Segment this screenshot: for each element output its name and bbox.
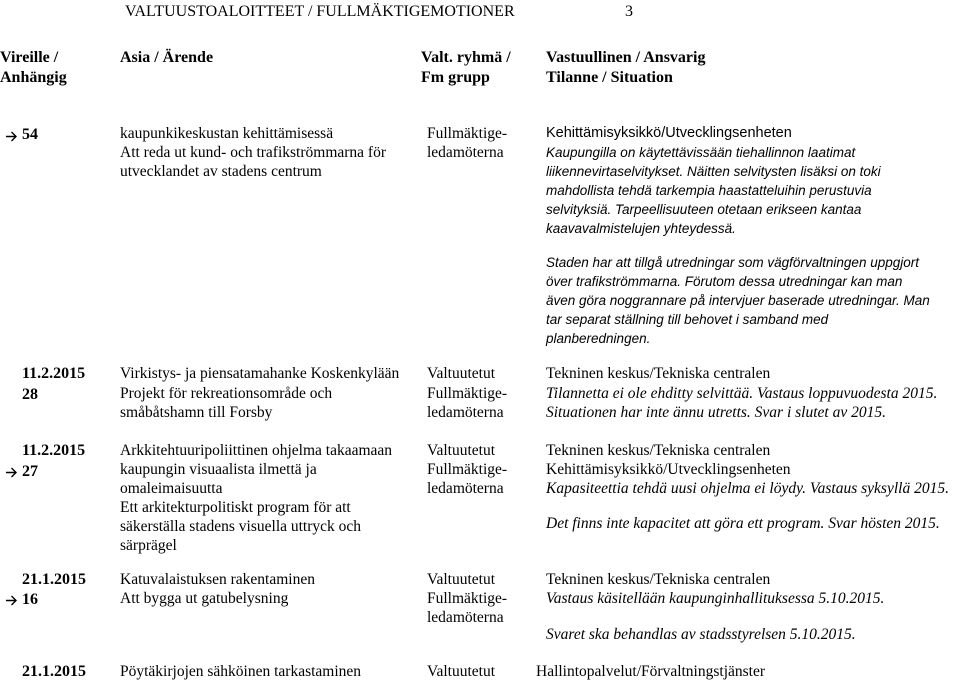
group-line: Valtuutetut <box>427 571 496 588</box>
responsible-unit: Tekninen keskus/Tekniska centralen <box>546 442 771 459</box>
status-line: Staden har att tillgå utredningar som vägförvaltningen uppgjort <box>546 255 919 270</box>
responsible-unit: Hallintopalvelut/Förvaltningstjänster <box>536 663 766 680</box>
group-line: Valtuutetut <box>427 365 496 382</box>
status-line: Tilannetta ei ole ehditty selvittää. Vastaus loppuvuodesta 2015. <box>546 385 938 402</box>
responsible-unit: Kehittämisyksikkö/Utvecklingsenheten <box>546 461 791 478</box>
group-line: ledamöterna <box>427 480 504 497</box>
status-line: mahdollista tehdä tarkempia haastatteluihin perustuvia <box>546 183 872 198</box>
header-arende: Asia / Ärende <box>120 49 214 66</box>
row-number: 54 <box>22 126 38 143</box>
group-line: ledamöterna <box>427 609 504 626</box>
subject-line: Pöytäkirjojen sähköinen tarkastaminen <box>120 663 362 680</box>
subject-line: Ett arkitekturpolitiskt program för att <box>120 499 351 516</box>
header-anhangig-1: Vireille / <box>0 49 59 66</box>
group-line: Valtuutetut <box>427 663 496 680</box>
page-title: VALTUUSTOALOITTEET / FULLMÄKTIGEMOTIONER <box>125 3 515 20</box>
header-anhangig-2: Anhängig <box>0 69 67 86</box>
group-line: Fullmäktige- <box>427 125 508 142</box>
responsible-unit: Tekninen keskus/Tekniska centralen <box>546 571 771 588</box>
row-date: 21.1.2015 <box>22 663 86 680</box>
group-line: ledamöterna <box>427 144 504 161</box>
status-line: Kaupungilla on käytettävissään tiehallinnon laatimat <box>546 145 856 160</box>
subject-line: Virkistys- ja piensatamahanke Koskenkylään <box>120 365 400 382</box>
status-line: kaavavalmistelujen yhteydessä. <box>546 221 736 236</box>
subject-line: småbåtshamn till Forsby <box>120 404 273 421</box>
status-line: tar separat ställning till behovet i samband med <box>546 312 829 327</box>
group-line: Fullmäktige- <box>427 590 508 607</box>
status-line: Svaret ska behandlas av stadsstyrelsen 5.10.2015. <box>546 626 856 643</box>
responsible-unit: Tekninen keskus/Tekniska centralen <box>546 365 771 382</box>
subject-line: kaupunkikeskustan kehittämisessä <box>120 125 334 142</box>
group-line: Valtuutetut <box>427 442 496 459</box>
subject-line: utvecklandet av stadens centrum <box>120 163 322 180</box>
right-arrow-icon <box>5 594 18 607</box>
header-ansvarig: Vastuullinen / Ansvarig <box>546 49 706 66</box>
subject-line: säkerställa stadens visuella uttryck och <box>120 518 362 535</box>
header-grupp-1: Valt. ryhmä / <box>421 49 511 66</box>
group-line: ledamöterna <box>427 404 504 421</box>
subject-line: kaupungin visuaalista ilmettä ja <box>120 461 317 478</box>
group-line: Fullmäktige- <box>427 461 508 478</box>
subject-line: Arkkitehtuuripoliittinen ohjelma takaamaan <box>120 442 393 459</box>
header-grupp-2: Fm grupp <box>421 69 490 86</box>
status-line: selvityksiä. Tarpeellisuuteen otetaan erikseen kantaa <box>546 202 862 217</box>
right-arrow-icon <box>5 130 18 143</box>
status-line: över trafikströmmarna. Förutom dessa utredningar kan man <box>546 274 903 289</box>
header-situation: Tilanne / Situation <box>546 69 673 86</box>
subject-line: Katuvalaistuksen rakentaminen <box>120 571 315 588</box>
status-line: Vastaus käsitellään kaupunginhallituksessa 5.10.2015. <box>546 590 885 607</box>
row-date: 11.2.2015 <box>22 365 86 382</box>
responsible-unit: Kehittämisyksikkö/Utvecklingsenheten <box>546 125 792 141</box>
status-line: liikennevirtaselvitykset. Näitten selvitysten lisäksi on toki <box>546 164 881 179</box>
right-arrow-icon <box>5 466 18 479</box>
subject-line: Att bygga ut gatubelysning <box>120 590 289 607</box>
group-line: Fullmäktige- <box>427 385 508 402</box>
row-number: 28 <box>22 386 38 403</box>
row-number: 16 <box>22 591 38 608</box>
row-number: 27 <box>22 463 38 480</box>
status-line: planberedningen. <box>546 331 651 346</box>
status-line: även göra noggrannare på intervjuer baserade utredningar. Man <box>546 293 930 308</box>
subject-line: omaleimaisuutta <box>120 480 223 497</box>
subject-line: Projekt för rekreationsområde och <box>120 385 333 402</box>
page-number: 3 <box>625 3 633 20</box>
status-line: Kapasiteettia tehdä uusi ohjelma ei löydy. Vastaus syksyllä 2015. <box>546 480 949 497</box>
status-line: Det finns inte kapacitet att göra ett program. Svar hösten 2015. <box>546 515 940 532</box>
row-date: 11.2.2015 <box>22 442 86 459</box>
subject-line: Att reda ut kund- och trafikströmmarna för <box>120 144 386 161</box>
subject-line: särprägel <box>120 537 177 554</box>
row-date: 21.1.2015 <box>22 571 86 588</box>
status-line: Situationen har inte ännu utretts. Svar i slutet av 2015. <box>546 404 886 421</box>
